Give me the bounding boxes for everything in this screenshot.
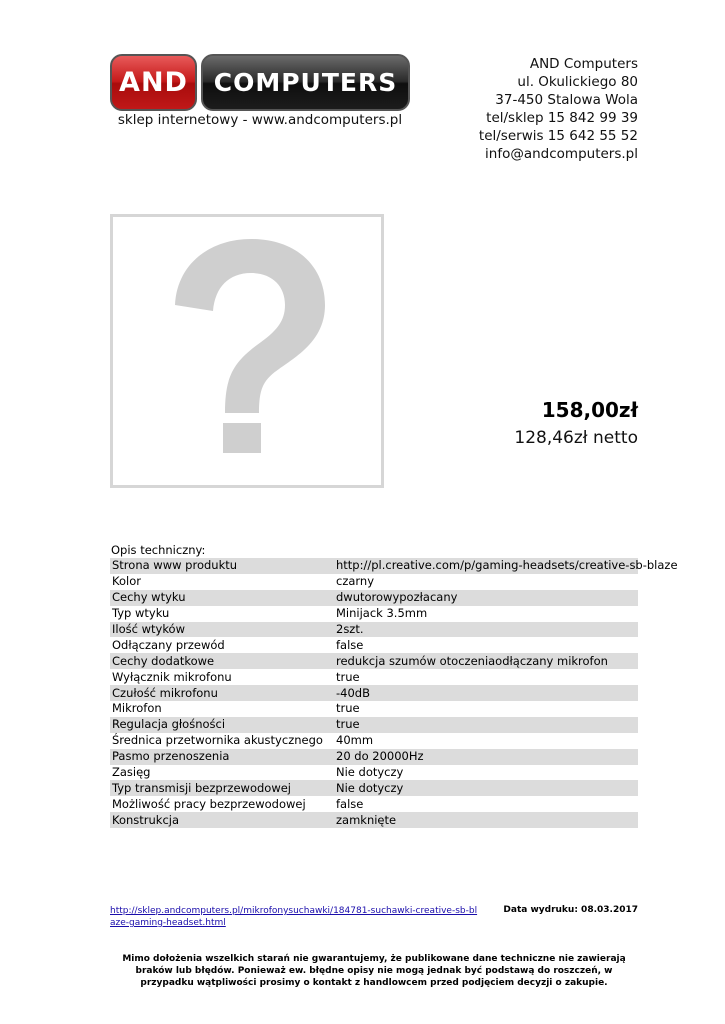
spec-value: Nie dotyczy bbox=[336, 765, 404, 780]
spec-key: Kolor bbox=[112, 574, 141, 589]
spec-key: Typ transmisji bezprzewodowej bbox=[110, 780, 334, 796]
spec-value: Nie dotyczy bbox=[334, 780, 638, 796]
company-address bbox=[479, 55, 638, 163]
spec-table bbox=[110, 558, 678, 828]
company-phone-service: tel/serwis 15 642 55 52 bbox=[478, 128, 638, 144]
product-url-link[interactable]: http://sklep.andcomputers.pl/mikrofonysuchawki/184781-suchawki-creative-sb-blaze-gaming-headset.html bbox=[110, 906, 478, 928]
spec-value: true bbox=[334, 717, 638, 733]
spec-value: true bbox=[336, 701, 360, 716]
spec-key: Odłączany przewód bbox=[112, 637, 225, 652]
spec-row bbox=[110, 701, 638, 717]
spec-row bbox=[110, 796, 638, 812]
company-city: 37-450 Stalowa Wola bbox=[495, 92, 638, 108]
spec-key: Strona www produktu bbox=[110, 558, 334, 574]
spec-row bbox=[110, 765, 638, 781]
print-date: Data wydruku: 08.03.2017 bbox=[503, 905, 638, 915]
company-email: info@andcomputers.pl bbox=[485, 146, 638, 162]
spec-value: zamknięte bbox=[334, 812, 638, 828]
logo-computers: COMPUTERS bbox=[201, 54, 410, 111]
spec-value: 2szt. bbox=[334, 622, 638, 638]
spec-key: Cechy dodatkowe bbox=[110, 653, 334, 669]
spec-row bbox=[110, 685, 638, 701]
company-name: AND Computers bbox=[529, 56, 638, 72]
company-phone-shop: tel/sklep 15 842 99 39 bbox=[486, 110, 638, 126]
spec-row bbox=[110, 733, 638, 749]
spec-key: Mikrofon bbox=[112, 701, 162, 716]
spec-value: false bbox=[336, 796, 364, 811]
spec-value: Minijack 3.5mm bbox=[336, 606, 428, 621]
spec-key: Średnica przetwornika akustycznego bbox=[112, 733, 323, 748]
spec-key: Typ wtyku bbox=[112, 606, 170, 621]
and-computers-logo bbox=[110, 54, 410, 111]
logo-and: AND bbox=[110, 54, 197, 111]
spec-key: Możliwość pracy bezprzewodowej bbox=[112, 796, 306, 811]
spec-key: Konstrukcja bbox=[110, 812, 334, 828]
spec-row bbox=[110, 558, 638, 574]
question-mark-placeholder-icon bbox=[113, 217, 381, 485]
spec-value: czarny bbox=[336, 574, 375, 589]
spec-row bbox=[110, 669, 638, 685]
spec-value: false bbox=[336, 637, 364, 652]
shop-tagline: sklep internetowy - www.andcomputers.pl bbox=[117, 112, 403, 128]
spec-row bbox=[110, 653, 638, 669]
company-street: ul. Okulickiego 80 bbox=[517, 74, 638, 90]
disclaimer: Mimo dołożenia wszelkich starań nie gwarantujemy, że publikowane dane techniczne nie zawierają braków lub błędów. Ponieważ ew. błędne opisy nie mogą jednak być podstawą do roszczeń, w przypadku wątpliwości prosimy o kontakt z handlowcem przed podjęciem decyzji o zakupie. bbox=[122, 954, 626, 988]
price-gross: 158,00zł bbox=[541, 398, 638, 422]
spec-row bbox=[110, 622, 638, 638]
price-net: 128,46zł netto bbox=[514, 428, 638, 448]
spec-value: 20 do 20000Hz bbox=[334, 749, 638, 765]
spec-key: Regulacja głośności bbox=[110, 717, 334, 733]
spec-key: Czułość mikrofonu bbox=[110, 685, 334, 701]
spec-row bbox=[110, 749, 638, 765]
spec-value: http://pl.creative.com/p/gaming-headsets/creative-sb-blaze bbox=[336, 558, 678, 573]
spec-key: Zasięg bbox=[112, 765, 151, 780]
spec-row bbox=[110, 812, 638, 828]
spec-title: Opis techniczny: bbox=[111, 543, 206, 557]
spec-value: redukcja szumów otoczeniaodłączany mikrofon bbox=[334, 653, 638, 669]
spec-row bbox=[110, 717, 638, 733]
spec-row bbox=[110, 574, 638, 590]
spec-value: true bbox=[336, 669, 360, 684]
spec-key: Ilość wtyków bbox=[110, 622, 334, 638]
spec-value: -40dB bbox=[334, 685, 638, 701]
spec-row bbox=[110, 590, 638, 606]
spec-row bbox=[110, 606, 638, 622]
spec-key: Pasmo przenoszenia bbox=[110, 749, 334, 765]
product-image-placeholder bbox=[110, 214, 384, 488]
spec-key: Cechy wtyku bbox=[110, 590, 334, 606]
spec-value: 40mm bbox=[336, 733, 374, 748]
spec-row bbox=[110, 780, 638, 796]
spec-value: dwutorowypozłacany bbox=[334, 590, 638, 606]
spec-row bbox=[110, 637, 638, 653]
spec-key: Wyłącznik mikrofonu bbox=[112, 669, 232, 684]
